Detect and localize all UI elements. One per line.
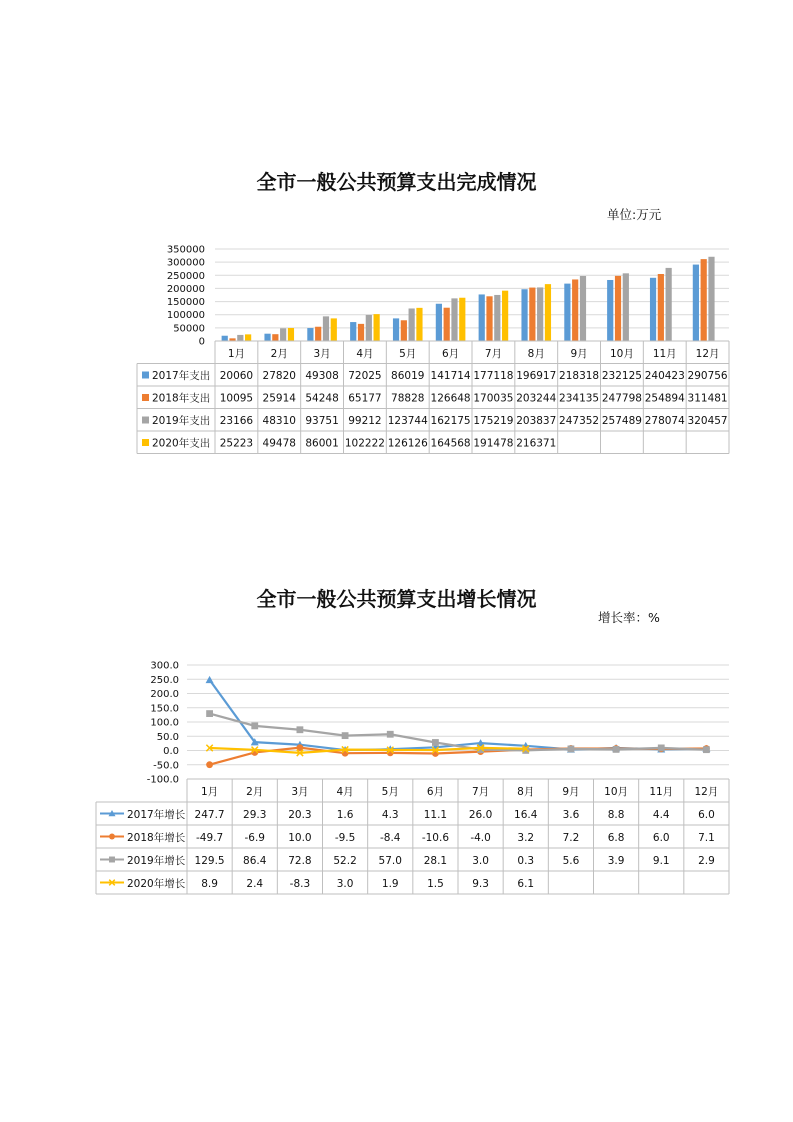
y-tick-label: 150.0 [150, 703, 179, 715]
legend-label: 2018年增长 [127, 832, 186, 844]
data-label: 290756 [687, 370, 728, 382]
data-label: 54248 [305, 392, 339, 405]
series-line [210, 680, 707, 750]
x-tick-label: 1月 [227, 348, 246, 360]
x-tick-label: 1月 [200, 786, 219, 798]
data-label: 1.9 [381, 878, 399, 890]
y-tick-label: 350000 [166, 244, 205, 256]
data-label: 247352 [559, 415, 600, 427]
line-marker [342, 732, 349, 739]
legend-label: 2020年支出 [152, 437, 211, 450]
data-label: 8.8 [607, 809, 625, 821]
x-tick-label: 7月 [471, 786, 490, 798]
data-label: 78828 [391, 392, 425, 405]
data-label: 27820 [262, 370, 296, 382]
chart1-unit-label: 单位:万元 [607, 207, 662, 222]
data-label: 6.0 [652, 832, 670, 844]
data-label: 26.0 [468, 809, 493, 821]
data-label: 0.3 [517, 855, 535, 867]
data-label: 93751 [305, 415, 339, 427]
data-label: 240423 [644, 370, 685, 382]
y-tick-label: -100.0 [146, 774, 179, 786]
data-label: 7.1 [698, 832, 715, 844]
y-tick-label: 250000 [166, 270, 205, 282]
data-label: 99212 [348, 415, 382, 427]
data-label: 4.3 [381, 809, 399, 821]
data-label: 9.3 [472, 878, 489, 890]
data-label: 126126 [387, 437, 428, 450]
line-marker [568, 746, 575, 753]
data-label: 257489 [601, 415, 642, 427]
legend-label: 2018年支出 [152, 392, 211, 405]
line-marker [206, 761, 213, 768]
data-label: 247.7 [194, 809, 225, 821]
x-tick-label: 4月 [336, 786, 354, 798]
data-label: 57.0 [378, 855, 402, 867]
data-label: 3.6 [562, 809, 580, 821]
data-label: 6.0 [698, 809, 715, 821]
data-label: 175219 [473, 415, 514, 427]
y-tick-label: 50.0 [156, 731, 179, 743]
data-label: 1.5 [427, 878, 444, 890]
x-tick-label: 6月 [441, 348, 460, 360]
line-marker [109, 857, 115, 863]
x-tick-label: 9月 [562, 786, 580, 798]
x-tick-label: 8月 [527, 348, 545, 360]
data-label: 65177 [348, 392, 382, 405]
x-tick-label: 3月 [291, 786, 309, 798]
data-label: 48310 [262, 415, 296, 427]
x-tick-label: 7月 [484, 348, 503, 360]
chart2-unit-label: 增长率：% [598, 610, 660, 625]
x-tick-label: 11月 [652, 348, 677, 360]
data-label: 123744 [387, 415, 428, 427]
data-label: -10.6 [421, 832, 450, 844]
data-label: 6.1 [517, 878, 535, 890]
x-tick-label: 5月 [381, 786, 399, 798]
y-tick-label: 300000 [166, 257, 205, 269]
data-label: 218318 [559, 370, 600, 382]
data-label: 177118 [473, 370, 514, 382]
line-marker [251, 722, 258, 729]
y-tick-label: 200.0 [150, 689, 179, 700]
x-tick-label: 12月 [695, 348, 720, 360]
data-label: 2.4 [246, 878, 264, 890]
data-label: 141714 [430, 370, 471, 382]
data-label: 6.8 [607, 832, 625, 844]
data-label: 23166 [219, 415, 254, 427]
line-marker [703, 746, 710, 753]
data-label: 3.2 [517, 832, 535, 844]
y-tick-label: -50.0 [153, 760, 179, 772]
data-label: 164568 [430, 437, 471, 450]
data-label: 196917 [516, 370, 557, 382]
data-label: 254894 [644, 392, 685, 405]
line-marker [658, 745, 665, 752]
line-marker [387, 731, 394, 738]
data-label: 9.1 [652, 855, 670, 867]
data-label: 72.8 [288, 855, 312, 867]
data-label: 7.2 [562, 832, 580, 844]
legend-label: 2017年支出 [152, 370, 211, 382]
data-label: 28.1 [423, 855, 448, 867]
x-tick-label: 10月 [609, 348, 634, 360]
y-tick-label: 300.0 [150, 660, 179, 672]
data-label: 102222 [344, 437, 385, 450]
data-label: 8.9 [201, 878, 218, 890]
y-tick-label: 150000 [166, 297, 205, 309]
data-label: 234135 [559, 392, 600, 405]
data-label: 3.0 [472, 855, 489, 867]
data-label: -6.9 [244, 832, 265, 844]
data-label: 2.9 [698, 855, 715, 867]
data-label: -8.3 [289, 878, 311, 890]
data-label: -4.0 [470, 832, 491, 844]
x-tick-label: 4月 [356, 348, 374, 360]
data-label: 16.4 [514, 809, 538, 821]
legend-label: 2017年增长 [127, 809, 186, 821]
data-label: 20060 [219, 370, 254, 382]
data-label: 49308 [305, 370, 339, 382]
data-label: 170035 [473, 392, 514, 405]
x-tick-label: 6月 [426, 786, 445, 798]
data-label: 4.4 [652, 809, 670, 821]
data-label: 232125 [601, 370, 642, 382]
y-tick-label: 0.0 [163, 746, 179, 757]
data-label: 11.1 [423, 809, 448, 821]
y-tick-label: 50000 [173, 323, 205, 335]
line-marker [297, 726, 304, 733]
x-tick-label: 12月 [694, 786, 719, 798]
x-tick-label: 2月 [246, 786, 264, 798]
legend-label: 2019年增长 [127, 855, 186, 867]
chart2-title: 全市一般公共预算支出增长情况 [256, 587, 537, 611]
line-marker [432, 739, 439, 746]
data-label: 191478 [473, 437, 514, 450]
data-label: 203837 [516, 415, 557, 427]
x-tick-label: 2月 [270, 348, 288, 360]
line-marker [613, 746, 620, 753]
data-label: 320457 [687, 415, 728, 427]
data-label: 278074 [644, 415, 685, 427]
x-tick-label: 10月 [604, 786, 629, 798]
data-label: 129.5 [194, 855, 225, 867]
data-label: 49478 [262, 437, 296, 450]
data-label: 25223 [219, 437, 254, 450]
legend-label: 2019年支出 [152, 415, 211, 427]
data-label: 247798 [601, 392, 642, 405]
data-label: 86019 [391, 370, 425, 382]
data-label: -9.5 [334, 832, 356, 844]
data-label: 10095 [219, 392, 254, 405]
data-label: 5.6 [562, 855, 580, 867]
line-marker [206, 710, 213, 717]
y-tick-label: 250.0 [150, 674, 179, 686]
legend-label: 2020年增长 [127, 878, 186, 890]
data-label: 3.9 [607, 855, 625, 867]
line-marker [109, 834, 115, 840]
data-label: -49.7 [195, 832, 224, 844]
data-label: 29.3 [243, 809, 267, 821]
x-tick-label: 9月 [570, 348, 588, 360]
x-tick-label: 5月 [399, 348, 417, 360]
x-tick-label: 3月 [313, 348, 331, 360]
data-label: 203244 [516, 392, 557, 405]
x-tick-label: 8月 [517, 786, 535, 798]
y-tick-label: 100.0 [150, 717, 179, 729]
data-label: 86001 [305, 437, 339, 450]
data-label: 1.6 [336, 809, 354, 821]
data-label: 3.0 [336, 878, 354, 890]
chart1-title: 全市一般公共预算支出完成情况 [256, 170, 537, 194]
y-tick-label: 0 [198, 336, 205, 348]
data-label: -8.4 [380, 832, 401, 844]
data-label: 311481 [687, 392, 728, 405]
data-label: 216371 [516, 437, 557, 450]
y-tick-label: 200000 [166, 283, 205, 295]
data-label: 126648 [430, 392, 471, 405]
data-label: 162175 [430, 415, 471, 427]
data-label: 25914 [262, 392, 296, 405]
x-tick-label: 11月 [649, 786, 674, 798]
data-label: 52.2 [333, 855, 357, 867]
data-label: 86.4 [243, 855, 267, 867]
y-tick-label: 100000 [166, 310, 205, 322]
data-label: 20.3 [288, 809, 312, 821]
data-label: 72025 [348, 370, 382, 382]
data-label: 10.0 [288, 832, 312, 844]
